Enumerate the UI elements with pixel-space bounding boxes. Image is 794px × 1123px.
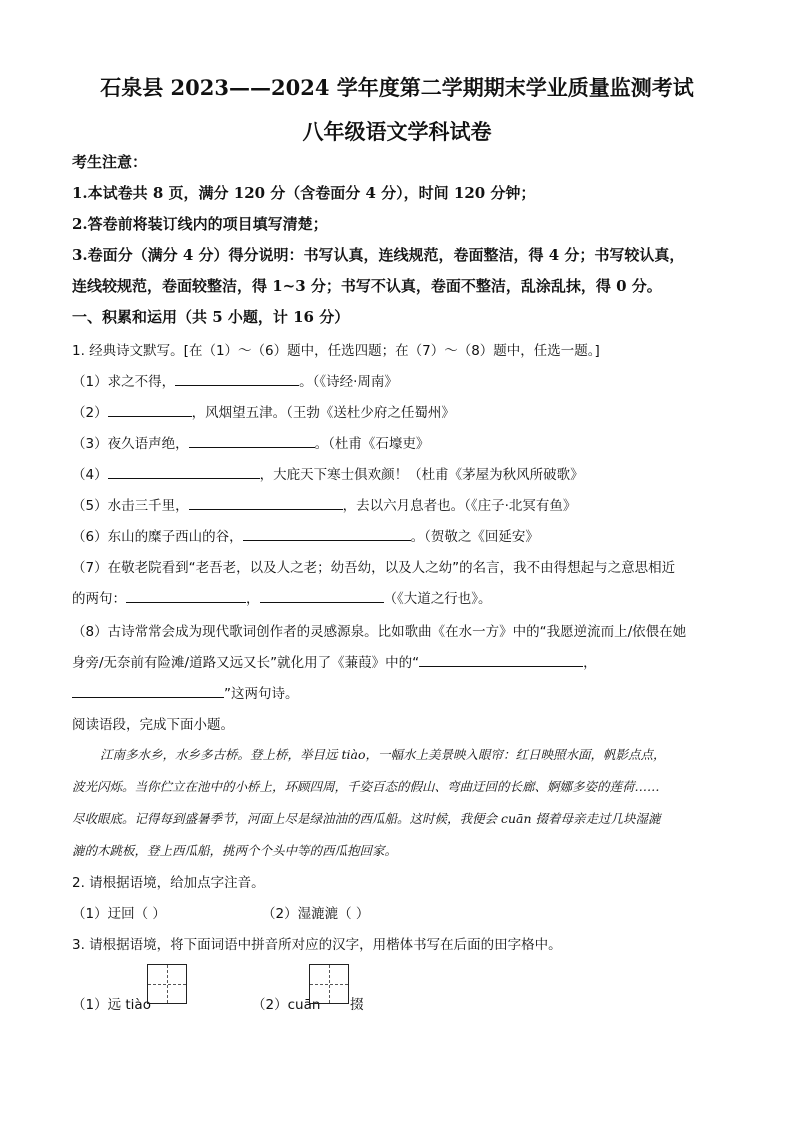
notice-item-3-line-1: 3.卷面分（满分 4 分）得分说明：书写认真，连线规范，卷面整洁，得 4 分；书写较认真， xyxy=(72,246,685,264)
question-1-8-line-3 xyxy=(72,682,299,702)
notice-item-1: 1.本试卷共 8 页，满分 120 分（含卷面分 4 分），时间 120 分钟； xyxy=(72,184,536,202)
answer-blank[interactable] xyxy=(189,495,343,510)
question-1-4 xyxy=(72,463,584,483)
question-1-5 xyxy=(72,494,576,514)
question-2-1: （1）迂回（ ） xyxy=(72,906,166,922)
question-3-2-label: （2）cuān xyxy=(252,997,321,1013)
question-text: ， xyxy=(246,591,260,607)
question-text: （4） xyxy=(72,467,108,483)
question-text: 。（《诗经·周南》 xyxy=(299,374,398,390)
question-text: ，去以六月息者也。（《庄子·北冥有鱼》 xyxy=(342,498,577,514)
grid-guide xyxy=(167,965,168,1003)
answer-blank[interactable] xyxy=(126,588,246,603)
question-2-stem: 2. 请根据语境，给加点字注音。 xyxy=(72,875,265,891)
section-heading: 一、积累和运用（共 5 小题，计 16 分） xyxy=(72,308,350,326)
question-text: （5）水击三千里， xyxy=(72,498,189,514)
answer-blank[interactable] xyxy=(260,588,384,603)
question-1-7-line-2 xyxy=(72,587,492,607)
tianzige-grid-2[interactable] xyxy=(309,964,349,1004)
notice-item-3-line-2: 连线较规范，卷面较整洁，得 1~3 分；书写不认真，卷面不整洁，乱涂乱抹，得 0 分。 xyxy=(72,277,662,295)
question-1-7-line-1: （7）在敬老院看到“老吾老，以及人之老；幼吾幼，以及人之幼”的名言，我不由得想起与之意思相近 xyxy=(72,560,676,576)
exam-title: 石泉县 2023——2024 学年度第二学期期末学业质量监测考试 xyxy=(100,75,694,100)
question-text: 。（贺敬之《回延安》 xyxy=(410,529,539,545)
question-text: 。（杜甫《石壕吏》 xyxy=(314,436,430,452)
passage-line-4: 漉的木跳板，登上西瓜船，挑两个个头中等的西瓜抱回家。 xyxy=(72,843,398,858)
passage-line-2: 波光闪烁。当你伫立在池中的小桥上，环顾四周，千姿百态的假山、弯曲迂回的长廊、婀娜多姿的莲荷…… xyxy=(72,779,660,794)
question-1-6 xyxy=(72,525,539,545)
question-2-2: （2）湿漉漉（ ） xyxy=(262,906,370,922)
question-text: （《大道之行也》。 xyxy=(383,591,492,607)
answer-blank[interactable] xyxy=(72,683,224,698)
answer-blank[interactable] xyxy=(108,402,192,417)
question-1-2 xyxy=(72,401,455,421)
question-text: 的两句： xyxy=(72,591,126,607)
question-text: ”这两句诗。 xyxy=(224,686,299,702)
answer-blank[interactable] xyxy=(419,652,583,667)
question-1-8-line-2 xyxy=(72,651,597,671)
tianzige-grid-1[interactable] xyxy=(147,964,187,1004)
answer-blank[interactable] xyxy=(189,433,315,448)
question-text: 身旁/无奈前有险滩/道路又远又长”就化用了《蒹葭》中的“ xyxy=(72,655,420,671)
exam-subtitle: 八年级语文学科试卷 xyxy=(302,119,492,144)
question-1-3 xyxy=(72,432,429,452)
notice-item-2: 2.答卷前将装订线内的项目填写清楚； xyxy=(72,215,328,233)
question-1-8-line-1: （8）古诗常常会成为现代歌词创作者的灵感源泉。比如歌曲《在水一方》中的“我愿逆流而上/依偎在她 xyxy=(72,624,687,640)
reading-intro: 阅读语段，完成下面小题。 xyxy=(72,717,234,733)
question-text: （2） xyxy=(72,405,108,421)
question-text: ， xyxy=(583,655,597,671)
question-3-2-suffix: 掇 xyxy=(350,997,364,1013)
question-text: （6）东山的糜子西山的谷， xyxy=(72,529,243,545)
question-text: ，风烟望五津。（王勃《送杜少府之任蜀州》 xyxy=(191,405,455,421)
question-1-1 xyxy=(72,370,398,390)
passage-line-1: 江南多水乡，水乡多古桥。登上桥，举目远 tiào，一幅水上美景映入眼帘：红日映照水面，帆影点点， xyxy=(100,747,666,762)
answer-blank[interactable] xyxy=(243,526,411,541)
answer-blank[interactable] xyxy=(175,371,299,386)
question-text: （1）求之不得， xyxy=(72,374,176,390)
question-3-1-label: （1）远 tiào xyxy=(72,997,151,1013)
passage-line-3: 尽收眼底。记得每到盛暑季节，河面上尽是绿油油的西瓜船。这时候，我便会 cuān 掇着母亲走过几块湿漉 xyxy=(72,811,661,826)
grid-guide xyxy=(329,965,330,1003)
question-text: （3）夜久语声绝， xyxy=(72,436,189,452)
question-3-stem: 3. 请根据语境，将下面词语中拼音所对应的汉字，用楷体书写在后面的田字格中。 xyxy=(72,937,562,953)
notice-heading: 考生注意： xyxy=(72,153,148,171)
answer-blank[interactable] xyxy=(108,464,260,479)
question-1-stem: 1. 经典诗文默写。[在（1）～（6）题中，任选四题；在（7）～（8）题中，任选一题。] xyxy=(72,343,600,359)
question-text: ，大庇天下寒士俱欢颜！（杜甫《茅屋为秋风所破歌》 xyxy=(259,467,584,483)
